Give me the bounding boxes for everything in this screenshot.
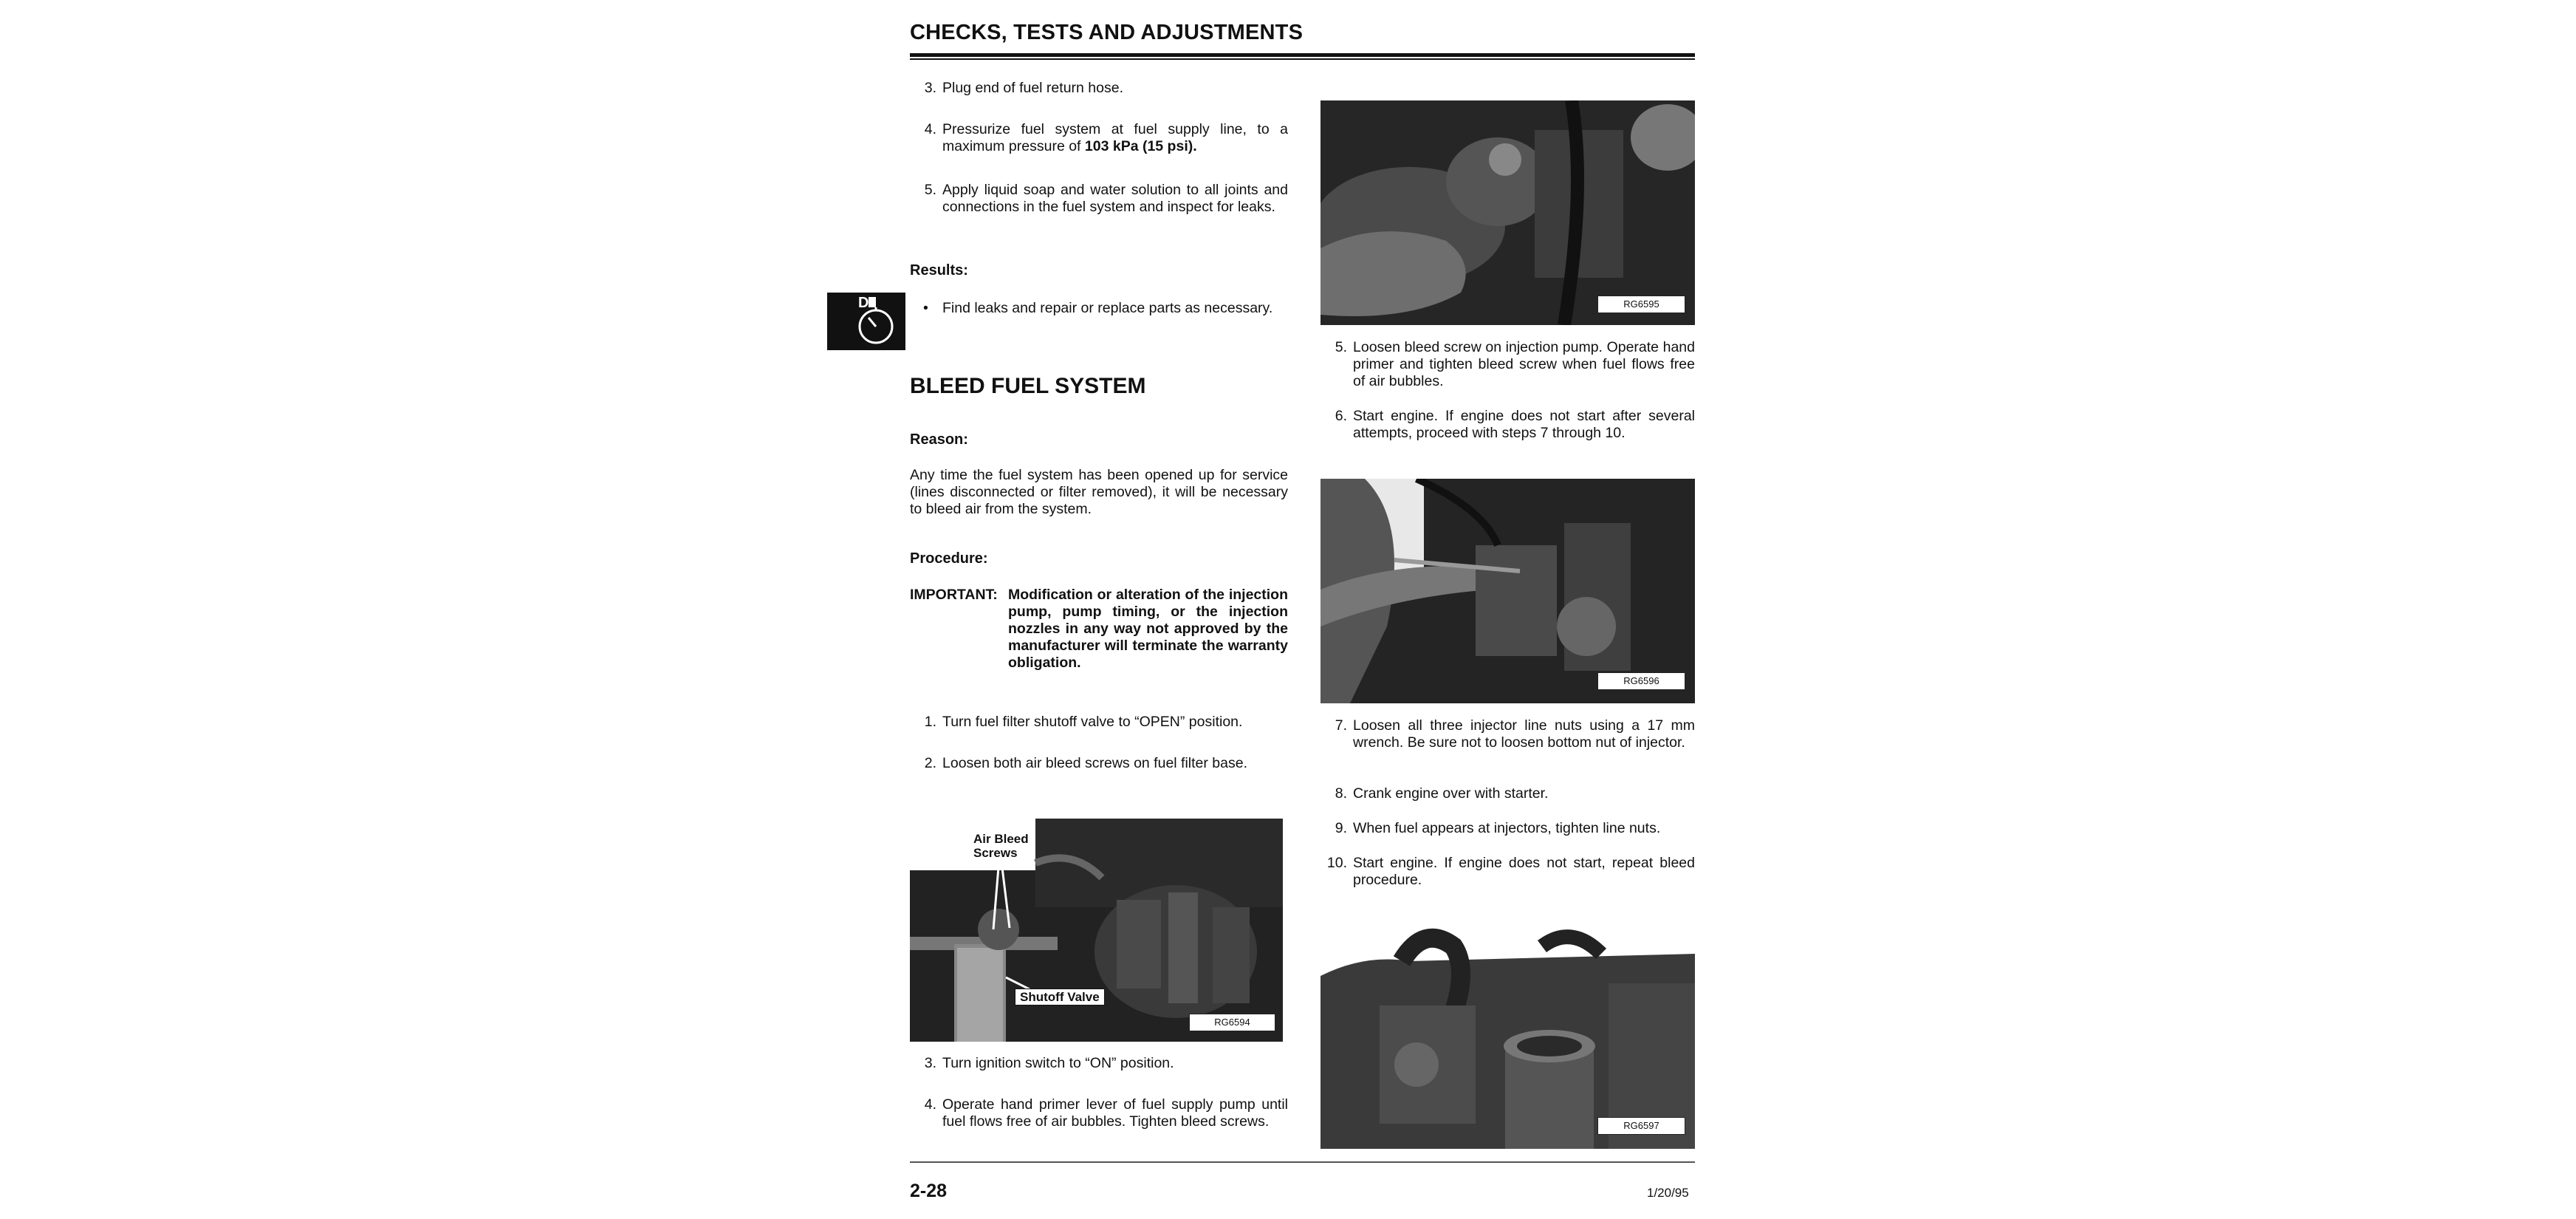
step-9-tighten-line-nuts: 9. When fuel appears at injectors, tighten line nuts.: [1335, 820, 1661, 836]
diagnostic-timer-icon: [827, 293, 905, 350]
injection-pump-bleed-photo: [1320, 100, 1695, 325]
engine-top-photo-illustration: [1320, 924, 1695, 1149]
footer-rule: [910, 1161, 1695, 1163]
bullet-dot: •: [923, 300, 928, 316]
important-text: Modification or alteration of the injection pump, pump timing, or the injection nozzles in any way not approved by the manufacturer will terminate the warranty obligation.: [1008, 587, 1288, 671]
step-3-plug-hose: 3. Plug end of fuel return hose.: [924, 80, 1123, 96]
section-title-bleed-fuel-system: BLEED FUEL SYSTEM: [910, 374, 1146, 398]
fuel-filter-photo-illustration: [910, 819, 1283, 1042]
header-rule-thin: [910, 58, 1695, 60]
header-rule: [910, 53, 1695, 57]
callout-air-bleed-screws: Air Bleed Screws: [973, 832, 1029, 860]
figure-label-rg6595: RG6595: [1597, 296, 1685, 313]
procedure-heading: Procedure:: [910, 550, 988, 567]
step-10-repeat-bleed: 10. Start engine. If engine does not start, repeat bleed procedure.: [1326, 855, 1695, 888]
reason-heading: Reason:: [910, 431, 968, 448]
step-7-loosen-injector-nuts: 7. Loosen all three injector line nuts using a 17 mm wrench. Be sure not to loosen bottom nut of injector.: [1335, 717, 1695, 751]
important-label: IMPORTANT:: [910, 587, 998, 603]
step-2-air-bleed-screws: 2. Loosen both air bleed screws on fuel filter base.: [924, 755, 1247, 771]
step-5-soap-solution: 5. Apply liquid soap and water solution to all joints and connections in the fuel system and inspect for leaks.: [924, 182, 1288, 215]
step-8-crank-engine: 8. Crank engine over with starter.: [1335, 785, 1549, 802]
side-icon-letter: D: [858, 295, 869, 311]
step-4-hand-primer: 4. Operate hand primer lever of fuel supply pump until fuel flows free of air bubbles. Tighten bleed screws.: [924, 1096, 1288, 1130]
step-1-shutoff-valve: 1. Turn fuel filter shutoff valve to “OPEN” position.: [924, 714, 1243, 730]
step-3-ignition-on: 3. Turn ignition switch to “ON” position.: [924, 1055, 1174, 1071]
page-title: CHECKS, TESTS AND ADJUSTMENTS: [910, 21, 1304, 44]
revision-date: 1/20/95: [1647, 1186, 1689, 1200]
figure-label-rg6597: RG6597: [1597, 1117, 1685, 1135]
step-6-start-engine: 6. Start engine. If engine does not start after several attempts, proceed with steps 7 through 10.: [1335, 408, 1695, 441]
injector-line-nuts-photo: [1320, 479, 1695, 703]
injection-pump-bleed-photo-illustration: [1320, 100, 1695, 325]
results-heading: Results:: [910, 262, 968, 279]
engine-top-photo: [1320, 924, 1695, 1149]
fuel-filter-photo: [910, 819, 1283, 1042]
page-number: 2-28: [910, 1181, 948, 1201]
reason-paragraph: Any time the fuel system has been opened up for service (lines disconnected or filter removed), it will be necessary to bleed air from the system.: [910, 467, 1288, 517]
callout-shutoff-valve: Shutoff Valve: [1015, 988, 1105, 1005]
step-4-pressurize: 4. Pressurize fuel system at fuel supply line, to a maximum pressure of 103 kPa (15 psi).: [924, 121, 1288, 154]
figure-label-rg6594: RG6594: [1189, 1014, 1275, 1031]
step-5-loosen-bleed-screw: 5. Loosen bleed screw on injection pump. Operate hand primer and tighten bleed screw when fuel flows free of air bubbles.: [1335, 339, 1695, 389]
result-bullet: • Find leaks and repair or replace parts as necessary.: [923, 300, 1273, 316]
figure-label-rg6596: RG6596: [1597, 672, 1685, 690]
injector-line-nuts-photo-illustration: [1320, 479, 1695, 703]
